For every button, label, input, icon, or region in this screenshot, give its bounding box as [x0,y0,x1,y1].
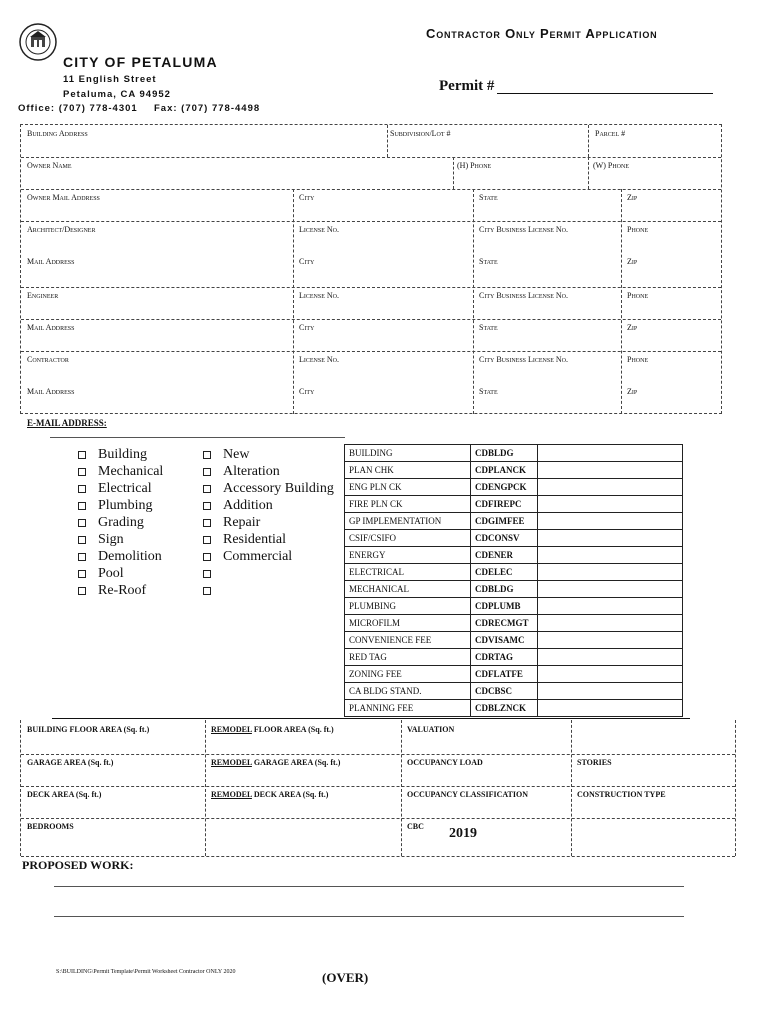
fee-table-underline [52,718,690,719]
fee-name: BUILDING [345,445,471,462]
fee-name: CONVENIENCE FEE [345,632,471,649]
cbc-label: CBC [407,822,424,831]
checkbox-icon[interactable] [78,468,86,476]
engineer-phone-label: Phone [627,291,649,300]
city-seal [18,22,58,62]
fee-code: CDVISAMC [471,632,538,649]
project-type-residential[interactable]: Residential [203,531,343,548]
city-state-zip: Petaluma, CA 94952 [63,89,171,100]
fee-amount[interactable] [538,615,683,632]
building-address-label: Building Address [27,129,88,138]
work-type-re-roof[interactable]: Re-Roof [78,582,198,599]
fee-name: MICROFILM [345,615,471,632]
fee-row [345,530,683,547]
occupancy-classification-label: OCCUPANCY CLASSIFICATION [407,790,528,799]
engineer-city-label: City [299,323,315,332]
fee-code: CDRECMGT [471,615,538,632]
fee-row [345,615,683,632]
office-phone: Office: (707) 778-4301 [18,103,138,114]
proposed-work-label: PROPOSED WORK: [22,858,134,872]
email-field-line[interactable] [50,437,345,438]
proposed-work-line-2[interactable] [54,916,684,917]
work-type-electrical[interactable]: Electrical [78,480,198,497]
fee-code: CDENGPCK [471,479,538,496]
fee-row [345,632,683,649]
owner-zip-label: Zip [627,193,638,202]
fee-code: CDELEC [471,564,538,581]
work-type-list [78,446,198,599]
fee-name: RED TAG [345,649,471,666]
fee-row [345,683,683,700]
checkbox-icon[interactable] [78,485,86,493]
engineer-label: Engineer [27,291,59,300]
fee-amount[interactable] [538,649,683,666]
form-title: Contractor Only Permit Application [426,26,658,41]
fee-name: ENG PLN CK [345,479,471,496]
checkbox-icon[interactable] [78,451,86,459]
valuation-label: VALUATION [407,725,455,734]
fee-amount[interactable] [538,530,683,547]
fee-amount[interactable] [538,547,683,564]
fee-amount[interactable] [538,700,683,717]
fee-code: CDBLDG [471,581,538,598]
work-type-mechanical[interactable]: Mechanical [78,463,198,480]
fee-code: CDCONSV [471,530,538,547]
fee-row [345,547,683,564]
contractor-state-label: State [479,387,498,396]
project-type-blank-2[interactable] [203,582,343,599]
owner-mail-address-label: Owner Mail Address [27,193,100,202]
fee-row [345,479,683,496]
fee-name: ENERGY [345,547,471,564]
fee-row [345,564,683,581]
checkbox-icon[interactable] [203,451,211,459]
over-label: (OVER) [322,970,369,985]
deck-area-label: DECK AREA (Sq. ft.) [27,790,102,799]
project-type-alteration[interactable]: Alteration [203,463,343,480]
architect-city-label: City [299,257,315,266]
architect-mail-label: Mail Address [27,257,75,266]
fee-row [345,581,683,598]
fee-amount[interactable] [538,632,683,649]
fee-amount[interactable] [538,598,683,615]
city-name: CITY OF PETALUMA [63,54,218,70]
checkbox-icon[interactable] [203,587,211,595]
fee-code: CDBLDG [471,445,538,462]
fee-code-table [344,444,683,717]
work-type-sign[interactable]: Sign [78,531,198,548]
occupancy-load-label: OCCUPANCY LOAD [407,758,483,767]
contractor-business-license-label: City Business License No. [479,355,569,364]
architect-zip-label: Zip [627,257,638,266]
fee-row [345,700,683,717]
work-phone-label: (W) Phone [593,161,629,170]
building-floor-area-label: BUILDING FLOOR AREA (Sq. ft.) [27,725,150,734]
fee-amount[interactable] [538,496,683,513]
permit-number-field[interactable] [497,92,713,94]
fee-amount[interactable] [538,513,683,530]
bedrooms-label: BEDROOMS [27,822,74,831]
checkbox-icon[interactable] [203,536,211,544]
checkbox-icon[interactable] [203,468,211,476]
work-type-plumbing[interactable]: Plumbing [78,497,198,514]
checkbox-icon[interactable] [203,502,211,510]
fee-amount[interactable] [538,683,683,700]
fee-code: CDFIREPC [471,496,538,513]
work-type-demolition[interactable]: Demolition [78,548,198,565]
work-type-grading[interactable]: Grading [78,514,198,531]
applicant-fields [20,124,722,414]
email-address-label: E-MAIL ADDRESS: [27,418,107,428]
construction-type-label: CONSTRUCTION TYPE [577,790,666,799]
proposed-work-line-1[interactable] [54,886,684,887]
contractor-phone-label: Phone [627,355,649,364]
contractor-city-label: City [299,387,315,396]
contractor-license-label: License No. [299,355,339,364]
fee-row [345,462,683,479]
fee-code: CDGIMFEE [471,513,538,530]
owner-city-label: City [299,193,315,202]
project-type-list [203,446,343,599]
checkbox-icon[interactable] [203,519,211,527]
fee-row [345,666,683,683]
fax: Fax: (707) 778-4498 [154,103,261,114]
architect-license-label: License No. [299,225,339,234]
work-type-pool[interactable]: Pool [78,565,198,582]
project-type-accessory-building[interactable]: Accessory Building [203,480,343,497]
fee-amount[interactable] [538,445,683,462]
project-details-grid [20,720,736,856]
project-type-blank-1[interactable] [203,565,343,582]
engineer-mail-label: Mail Address [27,323,75,332]
fee-amount[interactable] [538,581,683,598]
fee-name: ZONING FEE [345,666,471,683]
checkbox-icon[interactable] [203,553,211,561]
fee-row [345,496,683,513]
project-type-addition[interactable]: Addition [203,497,343,514]
project-type-repair[interactable]: Repair [203,514,343,531]
contractor-zip-label: Zip [627,387,638,396]
contractor-label: Contractor [27,355,69,364]
checkbox-icon[interactable] [78,502,86,510]
cbc-year: 2019 [449,826,477,841]
architect-label: Architect/Designer [27,225,96,234]
fee-row [345,598,683,615]
remodel-floor-area-label: REMODEL FLOOR AREA (Sq. ft.) [211,725,334,734]
permit-label: Permit # [439,78,495,94]
fee-row [345,649,683,666]
checkbox-icon[interactable] [78,587,86,595]
architect-phone-label: Phone [627,225,649,234]
subdivision-lot-label: Subdivision/Lot # [390,129,451,138]
fee-code: CDENER [471,547,538,564]
fee-code: CDPLANCK [471,462,538,479]
contractor-mail-label: Mail Address [27,387,75,396]
fee-amount[interactable] [538,479,683,496]
fee-name: PLANNING FEE [345,700,471,717]
checkbox-icon[interactable] [78,519,86,527]
fee-name: FIRE PLN CK [345,496,471,513]
work-type-building[interactable]: Building [78,446,198,463]
fee-name: PLAN CHK [345,462,471,479]
engineer-state-label: State [479,323,498,332]
checkbox-icon[interactable] [203,570,211,578]
project-type-commercial[interactable]: Commercial [203,548,343,565]
fee-amount[interactable] [538,564,683,581]
fee-code: CDRTAG [471,649,538,666]
fee-code: CDBLZNCK [471,700,538,717]
fee-name: GP IMPLEMENTATION [345,513,471,530]
fee-code: CDPLUMB [471,598,538,615]
remodel-garage-area-label: REMODEL GARAGE AREA (Sq. ft.) [211,758,341,767]
fee-name: CSIF/CSIFO [345,530,471,547]
fee-name: CA BLDG STAND. [345,683,471,700]
remodel-deck-area-label: REMODEL DECK AREA (Sq. ft.) [211,790,329,799]
engineer-zip-label: Zip [627,323,638,332]
fee-code: CDFLATFE [471,666,538,683]
garage-area-label: GARAGE AREA (Sq. ft.) [27,758,114,767]
architect-state-label: State [479,257,498,266]
city-street: 11 English Street [63,74,157,85]
fee-row [345,445,683,462]
project-type-new[interactable]: New [203,446,343,463]
file-path: S:\BUILDING\Permit Template\Permit Worksheet Contractor ONLY 2020 [56,969,236,975]
checkbox-icon[interactable] [78,553,86,561]
checkbox-icon[interactable] [203,485,211,493]
checkbox-icon[interactable] [78,536,86,544]
owner-name-label: Owner Name [27,161,72,170]
architect-business-license-label: City Business License No. [479,225,569,234]
fee-amount[interactable] [538,666,683,683]
engineer-license-label: License No. [299,291,339,300]
fee-row [345,513,683,530]
home-phone-label: (H) Phone [457,161,492,170]
stories-label: STORIES [577,758,612,767]
fee-name: PLUMBING [345,598,471,615]
checkbox-icon[interactable] [78,570,86,578]
fee-name: MECHANICAL [345,581,471,598]
engineer-business-license-label: City Business License No. [479,291,569,300]
fee-amount[interactable] [538,462,683,479]
fee-code: CDCBSC [471,683,538,700]
parcel-label: Parcel # [595,129,626,138]
fee-name: ELECTRICAL [345,564,471,581]
owner-state-label: State [479,193,498,202]
